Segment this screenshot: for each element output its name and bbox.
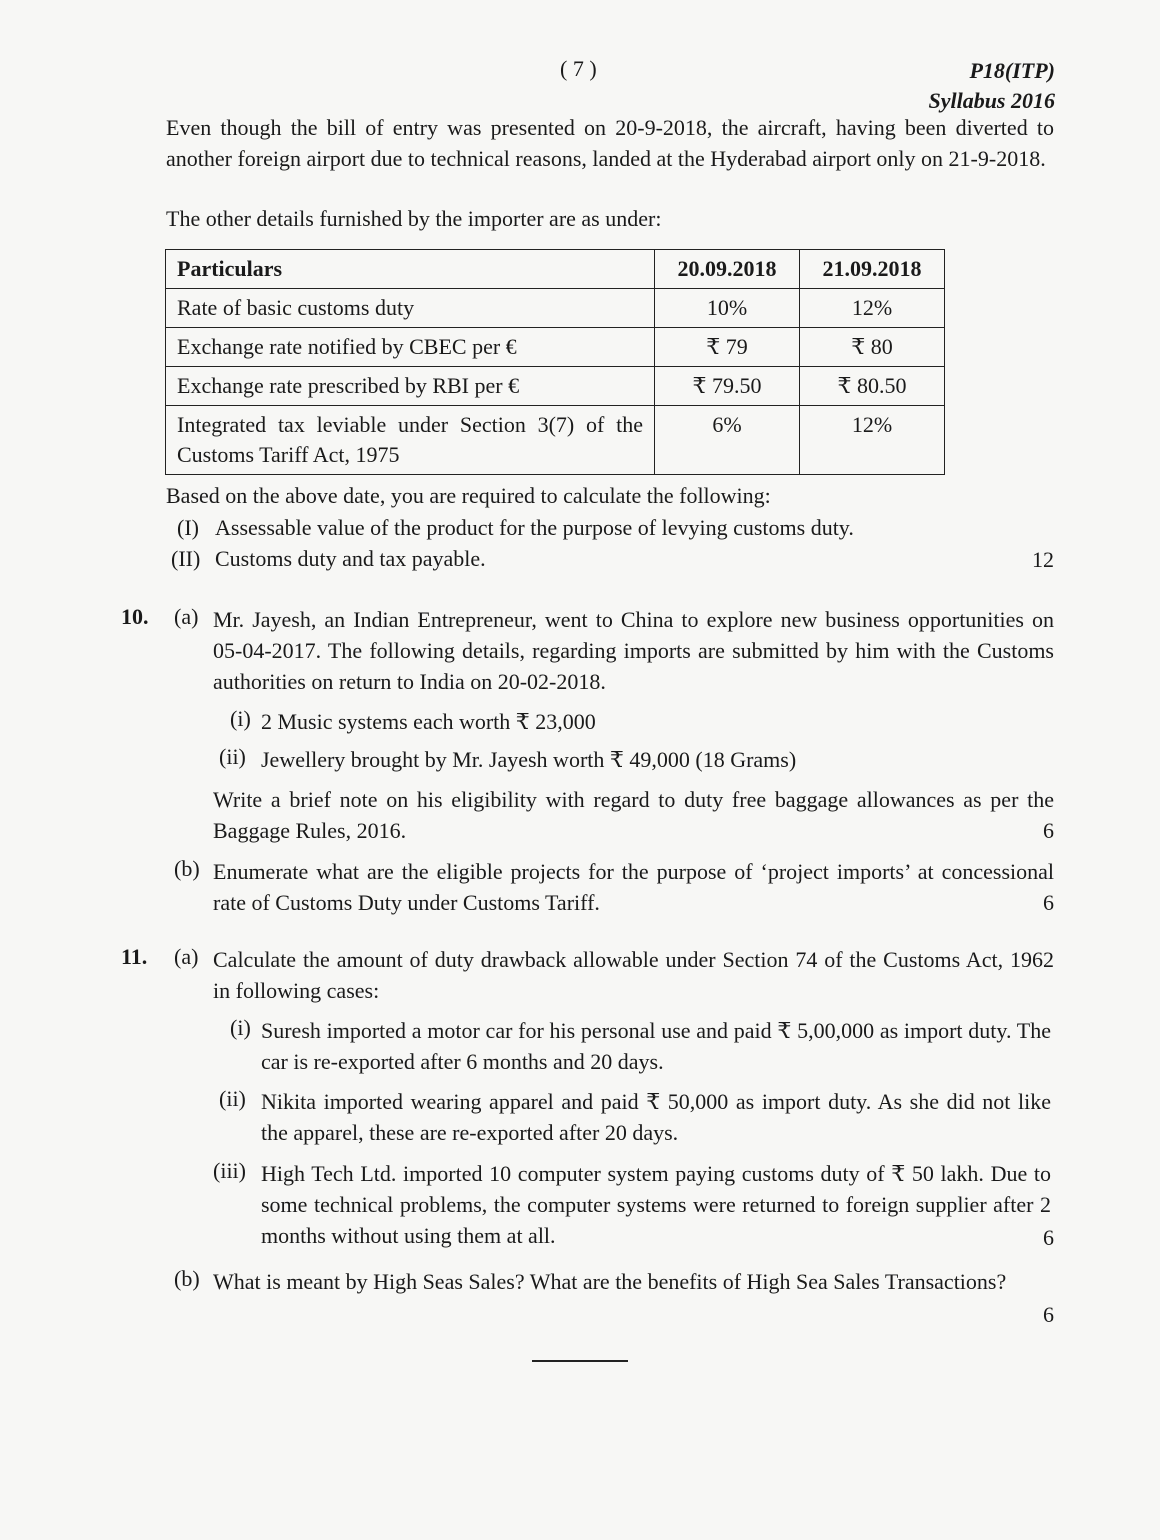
q11-item-text: Suresh imported a motor car for his personal use and paid ₹ 5,00,000 as import duty. The car is re-exported after 6 months and 20 days. bbox=[261, 1018, 1051, 1074]
q10-part-a-text: Mr. Jayesh, an Indian Entrepreneur, went to China to explore new business opportunities on 05-04-2017. The following details, regarding imports are submitted by him with the Customs authorities on return to India on 20-02-2018. bbox=[213, 607, 1054, 694]
intro-paragraph: Even though the bill of entry was presented on 20-9-2018, the aircraft, having been diverted to another foreign airport due to technical reasons, landed at the Hyderabad airport only on 21-9-2018. bbox=[166, 115, 1054, 171]
question-number: 11. bbox=[121, 944, 148, 969]
q10-note: Write a brief note on his eligibility with regard to duty free baggage allowances as per the Baggage Rules, 2016. bbox=[213, 787, 1054, 843]
table-cell: 12% bbox=[800, 406, 945, 475]
q10-part-a-label: (a) bbox=[174, 604, 199, 629]
q9-part-label: (I) bbox=[177, 515, 199, 540]
table-row bbox=[166, 367, 945, 406]
q10-part-b-label: (b) bbox=[174, 856, 200, 881]
q10-item-label: (ii) bbox=[219, 744, 246, 769]
page-number: ( 7 ) bbox=[560, 56, 597, 81]
q11-item-label: (ii) bbox=[219, 1086, 246, 1111]
table-cell: ₹ 79.50 bbox=[655, 367, 800, 406]
q9-part-label: (II) bbox=[171, 546, 201, 571]
q11-item-text: Nikita imported wearing apparel and paid ₹ 50,000 as import duty. As she did not like the apparel, these are re-exported after 20 days. bbox=[261, 1089, 1051, 1145]
other-details-line: The other details furnished by the importer are as under: bbox=[166, 206, 662, 231]
table-cell: 10% bbox=[655, 289, 800, 328]
table-header-cell: Particulars bbox=[166, 250, 655, 289]
q11-part-b-text: What is meant by High Seas Sales? What are the benefits of High Sea Sales Transactions? bbox=[213, 1269, 1007, 1294]
table-cell: Exchange rate notified by CBEC per € bbox=[166, 328, 655, 367]
q10-a-marks: 6 bbox=[1043, 818, 1054, 843]
table-header-cell: 20.09.2018 bbox=[655, 250, 800, 289]
details-table bbox=[165, 249, 945, 475]
q10-item-text: Jewellery brought by Mr. Jayesh worth ₹ 49,000 (18 Grams) bbox=[261, 747, 797, 772]
q11-item-label: (i) bbox=[230, 1015, 251, 1040]
table-cell: Integrated tax leviable under Section 3(7) of the Customs Tariff Act, 1975 bbox=[166, 406, 655, 475]
table-cell: ₹ 79 bbox=[655, 328, 800, 367]
q9-part-text: Assessable value of the product for the purpose of levying customs duty. bbox=[215, 515, 854, 540]
q11-part-a-label: (a) bbox=[174, 944, 199, 969]
table-row bbox=[166, 406, 945, 475]
table-header-cell: 21.09.2018 bbox=[800, 250, 945, 289]
q10-part-b-text: Enumerate what are the eligible projects for the purpose of ‘project imports’ at concessional rate of Customs Duty under Customs Tariff. bbox=[213, 859, 1054, 915]
q11-b-marks: 6 bbox=[1043, 1302, 1054, 1327]
table-row bbox=[166, 289, 945, 328]
q11-part-b-label: (b) bbox=[174, 1266, 200, 1291]
table-header-row bbox=[166, 250, 945, 289]
q11-part-a-text: Calculate the amount of duty drawback allowable under Section 74 of the Customs Act, 1962 in following cases: bbox=[213, 947, 1054, 1003]
q10-item-text: 2 Music systems each worth ₹ 23,000 bbox=[261, 709, 596, 734]
q9-marks: 12 bbox=[1032, 547, 1054, 572]
table-cell: ₹ 80.50 bbox=[800, 367, 945, 406]
table-cell: 6% bbox=[655, 406, 800, 475]
q11-a-marks: 6 bbox=[1043, 1225, 1054, 1250]
q9-part-text: Customs duty and tax payable. bbox=[215, 546, 486, 571]
based-line: Based on the above date, you are required to calculate the following: bbox=[166, 483, 771, 508]
q11-item-text: High Tech Ltd. imported 10 computer system paying customs duty of ₹ 50 lakh. Due to some technical problems, the computer systems were returned to foreign supplier after 2 months without using them at all. bbox=[261, 1161, 1051, 1248]
question-number: 10. bbox=[121, 604, 149, 629]
end-rule bbox=[532, 1360, 628, 1362]
q11-item-label: (iii) bbox=[213, 1158, 246, 1183]
table-cell: Exchange rate prescribed by RBI per € bbox=[166, 367, 655, 406]
table-row bbox=[166, 328, 945, 367]
syllabus-label: Syllabus 2016 bbox=[928, 88, 1055, 113]
q10-item-label: (i) bbox=[230, 706, 251, 731]
table-cell: ₹ 80 bbox=[800, 328, 945, 367]
table-cell: Rate of basic customs duty bbox=[166, 289, 655, 328]
q10-b-marks: 6 bbox=[1043, 890, 1054, 915]
paper-code: P18(ITP) bbox=[969, 58, 1055, 83]
table-cell: 12% bbox=[800, 289, 945, 328]
